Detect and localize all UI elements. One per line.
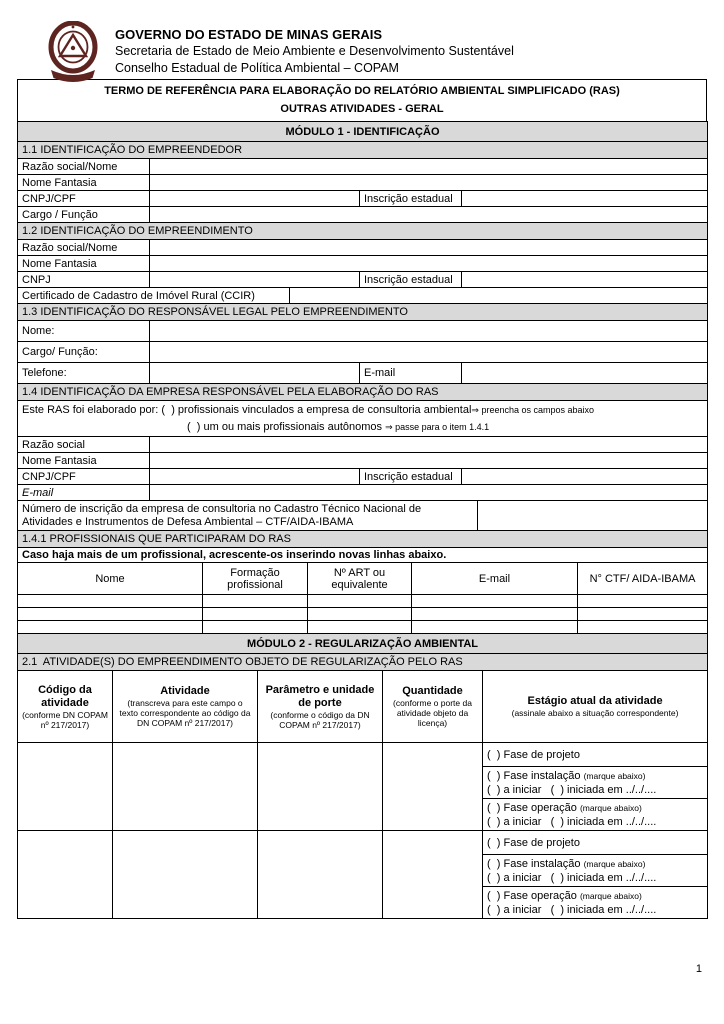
module1-identification-table [17, 121, 708, 288]
parametro-porte-title: Parâmetro e unidade de porte [265, 683, 375, 709]
label-consultoria-email: E-mail [18, 485, 150, 501]
section-1-2-header: 1.2 IDENTIFICAÇÃO DO EMPREENDIMENTO [18, 223, 708, 240]
value-responsavel-telefone [150, 363, 360, 384]
value-ctf-ibama [478, 501, 708, 531]
activity1-fase-instalacao-checkbox: ( ) Fase instalação [487, 769, 584, 782]
codigo-atividade-note: (conforme DN COPAM nº 217/2017) [22, 709, 108, 730]
parametro-porte-note: (conforme o código da DN COPAM nº 217/2017) [270, 709, 370, 730]
activity2-operacao-iniciar-line [487, 903, 703, 917]
elaborado-option-autonomos: ( ) um ou mais profissionais autônomos [187, 421, 386, 433]
value-empreendedor-inscricao-estadual [462, 191, 708, 207]
activity1-parametro-cell [258, 743, 383, 831]
activity1-fase-projeto-cell [483, 743, 708, 767]
col-header-estagio-atual [483, 671, 708, 743]
quantidade-note: (conforme o porte da atividade objeto da licença) [393, 698, 472, 728]
professional-row3-ctf [578, 621, 708, 634]
activity1-codigo-cell [18, 743, 113, 831]
value-responsavel-nome [150, 321, 708, 342]
label-consultoria-cnpj-cpf: CNPJ/CPF [18, 469, 150, 485]
label-empreendimento-razao-social: Razão social/Nome [18, 240, 150, 256]
section-1-4-header: 1.4 IDENTIFICAÇÃO DA EMPRESA RESPONSÁVEL PELA ELABORAÇÃO DO RAS [18, 384, 708, 401]
activity2-parametro-cell [258, 831, 383, 919]
atividade-title: Atividade [160, 685, 210, 697]
activity2-fase-operacao-line [487, 889, 703, 903]
professional-row1-art [308, 595, 412, 608]
form-title-table [17, 79, 707, 122]
ras-elaborado-por-cell [18, 401, 708, 437]
professional-row3-art [308, 621, 412, 634]
activity1-fase-operacao-line [487, 801, 703, 815]
value-responsavel-cargo-funcao [150, 342, 708, 363]
col-header-formacao-profissional: Formação profissional [203, 563, 308, 595]
activity1-instalacao-iniciar-line [487, 783, 703, 797]
secretariat-name: Secretaria de Estado de Meio Ambiente e Desenvolvimento Sustentável [115, 44, 514, 58]
professional-row2-art [308, 608, 412, 621]
professional-row1-email [412, 595, 578, 608]
professional-row1-ctf [578, 595, 708, 608]
activities-table [17, 633, 708, 919]
activity2-fase-instalacao-checkbox: ( ) Fase instalação [487, 857, 584, 870]
activity2-operacao-marque-note: (marque abaixo) [579, 890, 642, 901]
elaborado-option-consultoria-note: ⇒ preencha os campos abaixo [471, 405, 595, 415]
value-consultoria-email [150, 485, 708, 501]
government-name: GOVERNO DO ESTADO DE MINAS GERAIS [115, 27, 383, 42]
col-header-email: E-mail [412, 563, 578, 595]
value-consultoria-cnpj-cpf [150, 469, 360, 485]
section-1-1-header: 1.1 IDENTIFICAÇÃO DO EMPREENDEDOR [18, 142, 708, 159]
value-consultoria-nome-fantasia [150, 453, 708, 469]
value-empreendedor-razao-social [150, 159, 708, 175]
activity1-atividade-cell [113, 743, 258, 831]
label-consultoria-razao-social: Razão social [18, 437, 150, 453]
letterhead-text [115, 21, 514, 77]
label-empreendedor-nome-fantasia: Nome Fantasia [18, 175, 150, 191]
ctf-ibama-table [17, 500, 708, 531]
label-empreendedor-inscricao-estadual: Inscrição estadual [360, 191, 462, 207]
value-consultoria-razao-social [150, 437, 708, 453]
form-title-line1: TERMO DE REFERÊNCIA PARA ELABORAÇÃO DO RELATÓRIO AMBIENTAL SIMPLIFICADO (RAS) [104, 84, 620, 97]
activity1-operacao-iniciar-line [487, 815, 703, 829]
professional-row3-formacao [203, 621, 308, 634]
professional-row2-ctf [578, 608, 708, 621]
activity1-fase-instalacao-line [487, 769, 703, 783]
col-header-nome: Nome [18, 563, 203, 595]
professional-row1-nome [18, 595, 203, 608]
activity2-operacao-iniciar-checkboxes: ( ) a iniciar ( ) iniciada em ../../.... [487, 903, 657, 916]
label-consultoria-nome-fantasia: Nome Fantasia [18, 453, 150, 469]
professional-row2-formacao [203, 608, 308, 621]
col-header-parametro-porte [258, 671, 383, 743]
activity2-fase-operacao-checkbox: ( ) Fase operação [487, 889, 580, 902]
value-empreendimento-inscricao-estadual [462, 272, 708, 288]
label-empreendedor-razao-social: Razão social/Nome [18, 159, 150, 175]
label-empreendimento-nome-fantasia: Nome Fantasia [18, 256, 150, 272]
activity2-instalacao-iniciar-line [487, 871, 703, 885]
section-1-3-header: 1.3 IDENTIFICAÇÃO DO RESPONSÁVEL LEGAL PELO EMPREENDIMENTO [18, 304, 708, 321]
professional-row2-email [412, 608, 578, 621]
elaborado-line1 [22, 403, 703, 417]
value-empreendedor-nome-fantasia [150, 175, 708, 191]
value-responsavel-email [462, 363, 708, 384]
activity1-fase-operacao-cell [483, 799, 708, 831]
value-empreendedor-cnpj-cpf [150, 191, 360, 207]
module1-header: MÓDULO 1 - IDENTIFICAÇÃO [18, 122, 708, 142]
professional-row1-formacao [203, 595, 308, 608]
value-empreendimento-razao-social [150, 240, 708, 256]
col-header-ctf-aida-ibama: N° CTF/ AIDA-IBAMA [578, 563, 708, 595]
estagio-atual-note: (assinale abaixo a situação correspondente) [511, 708, 679, 718]
activity2-atividade-cell [113, 831, 258, 919]
label-responsavel-nome: Nome: [18, 321, 150, 342]
activity1-fase-instalacao-cell [483, 767, 708, 799]
value-ccir [290, 288, 708, 304]
activity2-instalacao-iniciar-checkboxes: ( ) a iniciar ( ) iniciada em ../../.... [487, 871, 657, 884]
elaborado-intro: Este RAS foi elaborado por: [22, 404, 159, 416]
module2-header: MÓDULO 2 - REGULARIZAÇÃO AMBIENTAL [18, 634, 708, 654]
label-consultoria-inscricao-estadual: Inscrição estadual [360, 469, 462, 485]
ccir-row-table [17, 287, 708, 304]
col-header-codigo-atividade [18, 671, 113, 743]
elaborado-option-autonomos-note: ⇒ passe para o item 1.4.1 [385, 422, 490, 432]
codigo-atividade-title: Código da atividade [38, 683, 92, 709]
section-1-4-1-header: 1.4.1 PROFISSIONAIS QUE PARTICIPARAM DO RAS [18, 531, 708, 548]
professional-row3-nome [18, 621, 203, 634]
value-empreendedor-cargo-funcao [150, 207, 708, 223]
activity1-instalacao-iniciar-checkboxes: ( ) a iniciar ( ) iniciada em ../../.... [487, 783, 657, 796]
elaborado-line2 [22, 420, 703, 434]
atividade-note: (transcreva para este campo o texto correspondente ao código da DN COPAM nº 217/2017) [119, 698, 251, 728]
activity1-operacao-marque-note: (marque abaixo) [579, 802, 642, 813]
value-consultoria-inscricao-estadual [462, 469, 708, 485]
quantidade-title: Quantidade [402, 685, 463, 697]
col-header-atividade [113, 671, 258, 743]
activity2-fase-projeto-cell [483, 831, 708, 855]
col-header-quantidade [383, 671, 483, 743]
activity2-fase-instalacao-cell [483, 855, 708, 887]
label-empreendedor-cargo-funcao: Cargo / Função [18, 207, 150, 223]
estagio-atual-title: Estágio atual da atividade [527, 695, 663, 707]
activity2-fase-projeto-checkbox: ( ) Fase de projeto [487, 836, 580, 849]
activity1-fase-operacao-checkbox: ( ) Fase operação [487, 801, 580, 814]
label-empreendedor-cnpj-cpf: CNPJ/CPF [18, 191, 150, 207]
professionals-table [17, 530, 708, 634]
form-title-line2: OUTRAS ATIVIDADES - GERAL [280, 102, 444, 115]
label-responsavel-cargo-funcao: Cargo/ Função: [18, 342, 150, 363]
council-name: Conselho Estadual de Política Ambiental – COPAM [115, 61, 399, 75]
elaborado-option-consultoria: ( ) profissionais vinculados a empresa de consultoria ambiental [161, 404, 472, 416]
value-empreendimento-nome-fantasia [150, 256, 708, 272]
page-number: 1 [695, 963, 702, 975]
activity2-instalacao-marque-note: (marque abaixo) [583, 858, 646, 869]
activity1-quantidade-cell [383, 743, 483, 831]
activity1-instalacao-marque-note: (marque abaixo) [583, 770, 646, 781]
professional-row3-email [412, 621, 578, 634]
label-ccir: Certificado de Cadastro de Imóvel Rural (CCIR) [18, 288, 290, 304]
activity2-codigo-cell [18, 831, 113, 919]
value-empreendimento-cnpj [150, 272, 360, 288]
minas-gerais-coat-of-arms-icon [44, 21, 102, 85]
professional-row2-nome [18, 608, 203, 621]
activity1-operacao-iniciar-checkboxes: ( ) a iniciar ( ) iniciada em ../../.... [487, 815, 657, 828]
responsavel-empresa-table [17, 303, 708, 501]
activity1-fase-projeto-checkbox: ( ) Fase de projeto [487, 748, 580, 761]
label-ctf-ibama: Número de inscrição da empresa de consultoria no Cadastro Técnico Nacional de Atividades e Instrumentos de Defesa Ambiental – CTF/AIDA-IBAMA [18, 501, 478, 531]
label-empreendimento-cnpj: CNPJ [18, 272, 150, 288]
activity2-fase-instalacao-line [487, 857, 703, 871]
label-empreendimento-inscricao-estadual: Inscrição estadual [360, 272, 462, 288]
col-header-art-equivalente: Nº ART ou equivalente [308, 563, 412, 595]
activity2-quantidade-cell [383, 831, 483, 919]
section-2-1-header: 2.1 ATIVIDADE(S) DO EMPREENDIMENTO OBJETO DE REGULARIZAÇÃO PELO RAS [18, 654, 708, 671]
label-responsavel-telefone: Telefone: [18, 363, 150, 384]
form-title-cell [18, 80, 707, 122]
activity2-fase-operacao-cell [483, 887, 708, 919]
document-header [0, 0, 724, 79]
professionals-note: Caso haja mais de um profissional, acrescente-os inserindo novas linhas abaixo. [18, 548, 708, 563]
label-responsavel-email: E-mail [360, 363, 462, 384]
